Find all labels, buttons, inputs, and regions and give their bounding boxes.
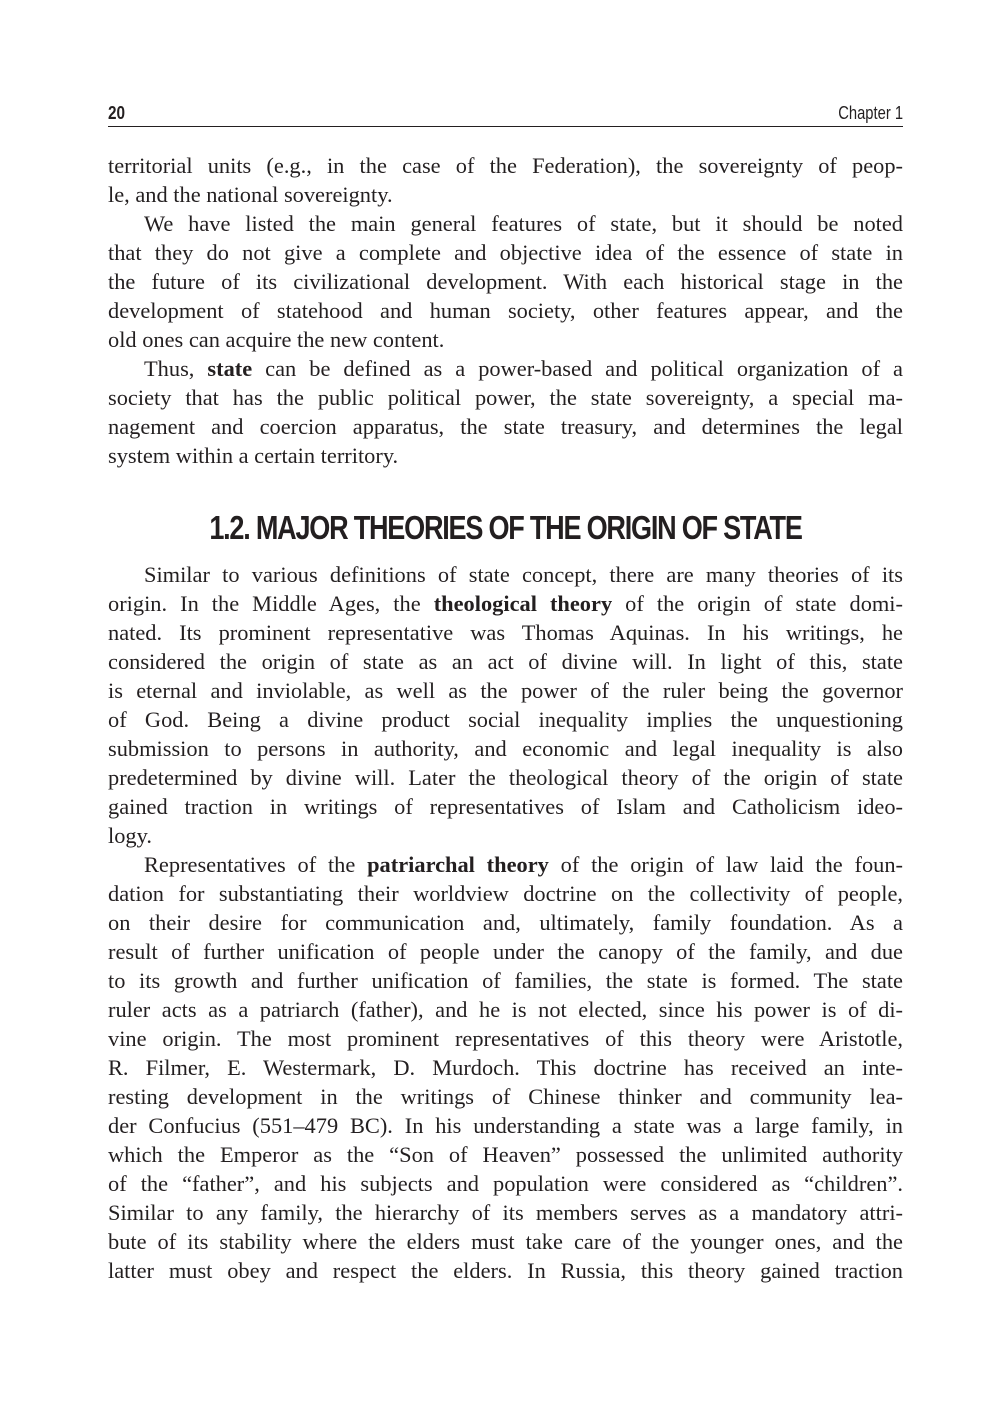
book-page: [108, 96, 903, 1285]
text-line: latter must obey and respect the elders. In Russia, this theory gained traction: [108, 1258, 903, 1283]
text-line: [108, 589, 903, 618]
paragraph: [108, 354, 903, 470]
paragraph: [108, 151, 903, 209]
text-line: is eternal and inviolable, as well as the power of the ruler being the governor: [108, 678, 903, 703]
text-segment: Representatives of the: [144, 852, 368, 877]
text-line: gained traction in writings of representatives of Islam and Catholicism ideo-: [108, 794, 903, 819]
bold-term: theological theory: [433, 591, 613, 616]
text-line: dation for substantiating their worldview doctrine on the collectivity of people,: [108, 881, 903, 906]
text-line: resting development in the writings of Chinese thinker and community lea-: [108, 1084, 903, 1109]
bold-term: patriarchal theory: [367, 852, 549, 877]
text-segment: of the origin of state domi-: [612, 591, 903, 616]
text-line: nated. Its prominent representative was Thomas Aquinas. In his writings, he: [108, 620, 903, 645]
body-text: [108, 151, 903, 1285]
text-line: logy.: [108, 823, 152, 848]
text-line: le, and the national sovereignty.: [108, 182, 393, 207]
text-line: Similar to various definitions of state concept, there are many theories of its: [144, 562, 903, 587]
paragraph: [108, 209, 903, 354]
text-line: society that has the public political power, the state sovereignty, a special ma-: [108, 385, 903, 410]
text-segment: can be defined as a power-based and political organization of a: [252, 356, 903, 381]
text-line: to its growth and further unification of families, the state is formed. The state: [108, 968, 903, 993]
text-line: the future of its civilizational development. With each historical stage in the: [108, 269, 903, 294]
text-line: [108, 850, 903, 879]
text-line: We have listed the main general features of state, but it should be noted: [144, 211, 903, 236]
text-line: bute of its stability where the elders must take care of the younger ones, and the: [108, 1229, 903, 1254]
text-line: [108, 354, 903, 383]
text-line: Similar to any family, the hierarchy of its members serves as a mandatory attri-: [108, 1200, 903, 1225]
text-segment: of the origin of law laid the foun-: [548, 852, 904, 877]
paragraph: [108, 850, 903, 1285]
running-header: [108, 96, 903, 127]
text-line: submission to persons in authority, and economic and legal inequality is also: [108, 736, 903, 761]
text-line: der Confucius (551–479 BC). In his understanding a state was a large family, in: [108, 1113, 903, 1138]
text-line: ruler acts as a patriarch (father), and he is not elected, since his power is of di-: [108, 997, 903, 1022]
text-line: predetermined by divine will. Later the theological theory of the origin of state: [108, 765, 903, 790]
paragraph: [108, 560, 903, 850]
text-line: on their desire for communication and, ultimately, family foundation. As a: [108, 910, 903, 935]
text-line: considered the origin of state as an act of divine will. In light of this, state: [108, 649, 903, 674]
text-line: nagement and coercion apparatus, the state treasury, and determines the legal: [108, 414, 903, 439]
text-line: system within a certain territory.: [108, 443, 399, 468]
text-line: territorial units (e.g., in the case of the Federation), the sovereignty of peop-: [108, 153, 903, 178]
text-segment: Thus,: [144, 356, 208, 381]
text-line: of the “father”, and his subjects and population were considered as “children”.: [108, 1171, 903, 1196]
text-line: old ones can acquire the new content.: [108, 327, 445, 352]
text-line: that they do not give a complete and objective idea of the essence of state in: [108, 240, 903, 265]
text-line: vine origin. The most prominent representatives of this theory were Aristotle,: [108, 1026, 903, 1051]
paragraphs-before-heading: [108, 151, 903, 470]
text-line: result of further unification of people under the canopy of the family, and due: [108, 939, 903, 964]
text-line: development of statehood and human society, other features appear, and the: [108, 298, 903, 323]
text-line: of God. Being a divine product social inequality implies the unquestioning: [108, 707, 903, 732]
page-number: 20: [108, 103, 126, 123]
chapter-label: Chapter 1: [838, 103, 903, 123]
bold-term: state: [207, 356, 253, 381]
text-line: which the Emperor as the “Son of Heaven” possessed the unlimited authority: [108, 1142, 903, 1167]
text-segment: origin. In the Middle Ages, the: [108, 591, 434, 616]
text-line: R. Filmer, E. Westermark, D. Murdoch. This doctrine has received an inte-: [108, 1055, 903, 1080]
section-heading: 1.2. MAJOR THEORIES OF THE ORIGIN OF STATE: [209, 509, 802, 546]
paragraphs-after-heading: [108, 560, 903, 1285]
